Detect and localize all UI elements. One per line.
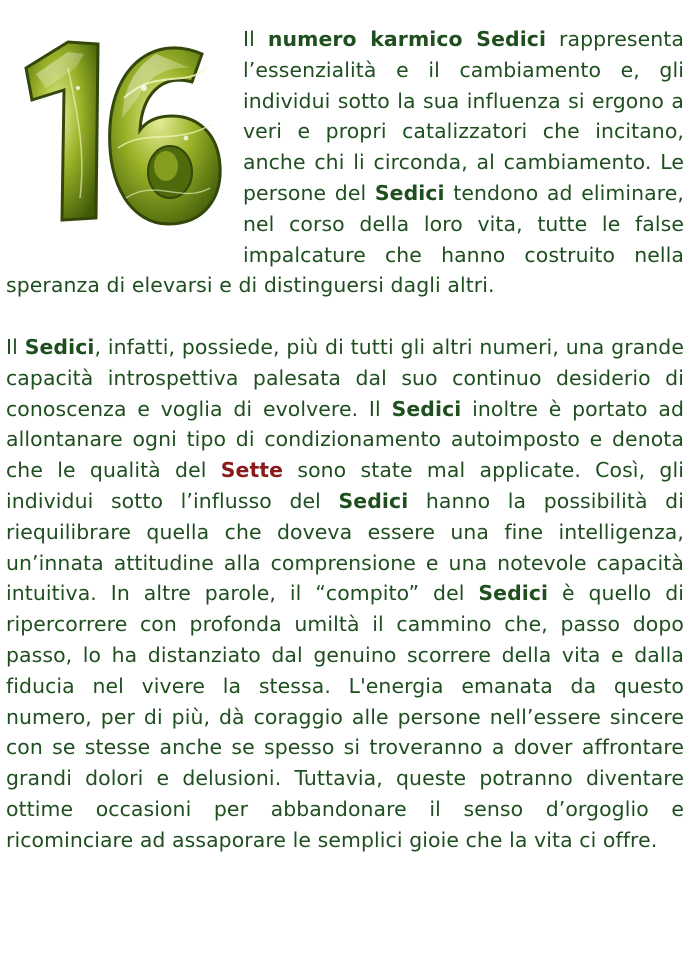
number-16-logo <box>6 28 230 236</box>
keyword-numero-karmico-sedici: numero karmico Sedici <box>267 27 547 51</box>
keyword-sedici: Sedici <box>374 180 445 205</box>
keyword-sedici: Sedici <box>478 581 549 606</box>
keyword-sette: Sette <box>220 458 284 483</box>
paragraph-2: Il Sedici, infatti, possiede, più di tutti gli altri numeri, una grande capacità introspettiva palesata dal suo continuo desiderio di conoscenza e voglia di evolvere. Il Sedici inoltre è portato ad allontanare ogni tipo di condizionamento autoimposto e denota che le qualità del Sette sono state mal applicate. Così, gli individui sotto l’influsso del Sedici hanno la possibilità di riequilibrare quella che doveva essere una fine intelligenza, un’innata attitudine alla comprensione e una notevole capacità intuitiva. In altre parole, il “compito” del Sedici è quello di ripercorrere con profonda umiltà il cammino che, passo dopo passo, lo ha distanziato dal genuino scorrere della vita e dalla fiducia nel vivere la stessa. L'energia emanata da questo numero, per di più, dà coraggio alle persone nell’essere sincere con se stesse anche se spesso si troveranno a dover affrontare grandi dolori e delusioni. Tuttavia, queste potranno diventare ottime occasioni per abbandonare il senso d’orgoglio e ricominciare ad assaporare le semplici gioie che la vita ci offre. <box>6 334 685 852</box>
article <box>6 24 684 856</box>
paragraph-1: Il numero karmico Sedici rappresenta l’essenzialità e il cambiamento e, gli individui sotto la sua influenza si ergono a veri e propri catalizzatori che incitano, anche chi li circonda, al cambiamento. Le persone del Sedici tendono ad eliminare, nel corso della loro vita, tutte le false impalcature che hanno costruito nella speranza di elevarsi e di distinguersi dagli altri. <box>6 27 684 298</box>
keyword-sedici: Sedici <box>391 396 462 421</box>
logo-shapes <box>26 42 220 224</box>
number-16-graphic <box>6 28 230 236</box>
keyword-sedici: Sedici <box>338 488 409 513</box>
keyword-sedici: Sedici <box>24 334 95 359</box>
